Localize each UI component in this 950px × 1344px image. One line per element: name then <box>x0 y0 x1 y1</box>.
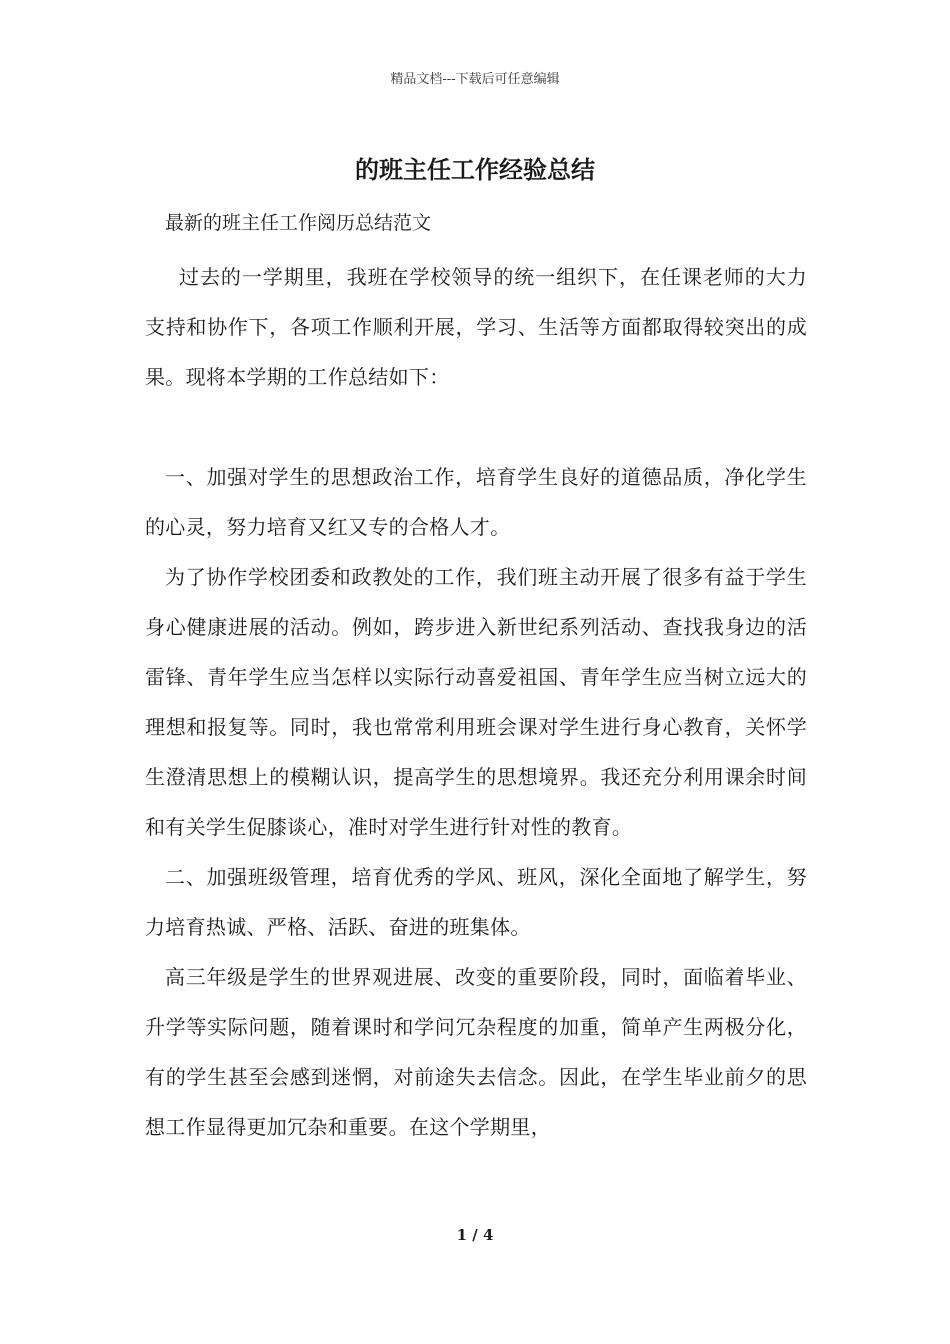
page-number: 1 / 4 <box>456 1226 494 1244</box>
paragraph-spacer <box>145 402 807 452</box>
document-title: 的班主任工作经验总结 <box>355 155 595 184</box>
section-heading-1: 一、加强对学生的思想政治工作，培育学生良好的道德品质，净化学生的心灵，努力培育又红又专的合格人才。 <box>145 465 807 539</box>
page-header: 精品文档---下载后可任意编辑 <box>390 72 560 87</box>
document-subtitle: 最新的班主任工作阅历总结范文 <box>165 212 432 234</box>
paragraph-section-2: 高三年级是学生的世界观进展、改变的重要阶段，同时，面临着毕业、升学等实际问题，随着课时和学问冗杂程度的加重，简单产生两极分化，有的学生甚至会感到迷惘，对前途失去信念。因此，在学生毕业前夕的思想工作显得更加冗杂和重要。在这个学期里， <box>145 965 807 1139</box>
paragraph-intro: 过去的一学期里，我班在学校领导的统一组织下，在任课老师的大力支持和协作下，各项工作顺利开展，学习、生活等方面都取得较突出的成果。现将本学期的工作总结如下： <box>145 265 807 389</box>
document-body <box>145 252 807 1152</box>
section-heading-2: 二、加强班级管理，培育优秀的学风、班风，深化全面地了解学生，努力培育热诚、严格、活跃、奋进的班集体。 <box>145 865 807 939</box>
paragraph-section-1: 为了协作学校团委和政教处的工作，我们班主动开展了很多有益于学生身心健康进展的活动。例如，跨步进入新世纪系列活动、查找我身边的活雷锋、青年学生应当怎样以实际行动喜爱祖国、青年学生应当树立远大的理想和报复等。同时，我也常常利用班会课对学生进行身心教育，关怀学生澄清思想上的模糊认识，提高学生的思想境界。我还充分利用课余时间和有关学生促膝谈心，准时对学生进行针对性的教育。 <box>145 565 807 839</box>
